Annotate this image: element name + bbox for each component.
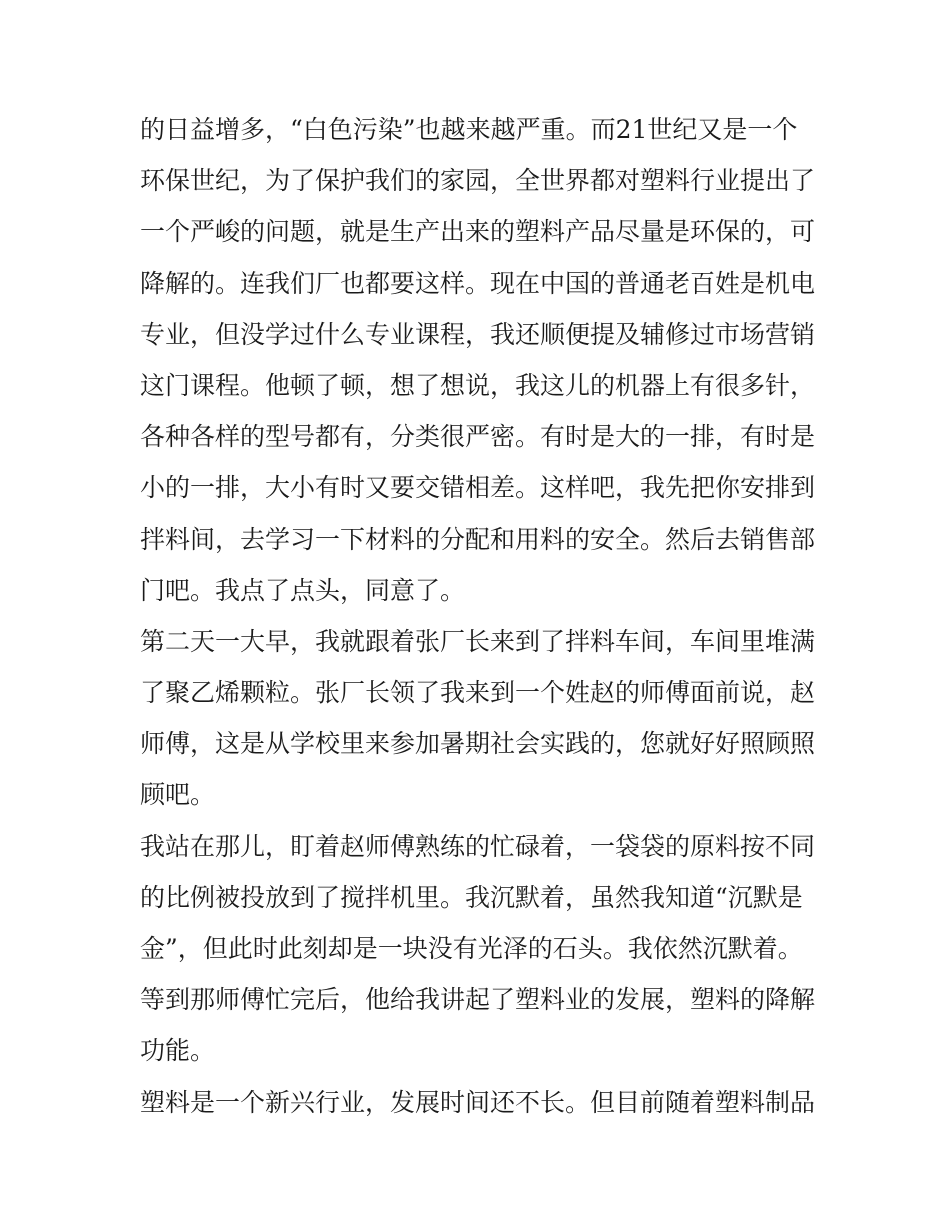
- paragraph: [140, 616, 815, 821]
- text-line: 塑料是一个新兴行业，发展时间还不长。但目前随着塑料制品: [140, 1087, 816, 1117]
- text-line: 第二天一大早，我就跟着张厂长来到了拌料车间，车间里堆满: [140, 626, 816, 656]
- paragraph: [140, 1077, 815, 1128]
- text-line: 金”，但此时此刻却是一块没有光泽的石头。我依然沉默着。: [140, 934, 803, 963]
- text-line: 这门课程。他顿了顿，想了想说，我这儿的机器上有很多针，: [140, 370, 816, 400]
- text-line: 的比例被投放到了搅拌机里。我沉默着，虽然我知道“沉默是: [140, 882, 803, 912]
- text-line: 顾吧。: [140, 780, 216, 810]
- text-line: 专业，但没学过什么专业课程，我还顺便提及辅修过市场营销: [140, 319, 816, 349]
- paragraph: [140, 821, 815, 1077]
- text-line: 小的一排，大小有时又要交错相差。这样吧，我先把你安排到: [140, 473, 816, 503]
- text-line: 拌料间，去学习一下材料的分配和用料的安全。然后去销售部: [140, 524, 816, 554]
- text-line: 我站在那儿，盯着赵师傅熟练的忙碌着，一袋袋的原料按不同: [140, 831, 816, 861]
- text-line: 等到那师傅忙完后，他给我讲起了塑料业的发展，塑料的降解: [140, 985, 816, 1015]
- text-line: 降解的。连我们厂也都要这样。现在中国的普通老百姓是机电: [140, 268, 816, 298]
- document-body: [140, 104, 815, 1128]
- text-line: 门吧。我点了点头，同意了。: [140, 575, 466, 605]
- text-line: 一个严峻的问题，就是生产出来的塑料产品尽量是环保的，可: [140, 217, 816, 247]
- text-line: 功能。: [140, 1036, 216, 1066]
- text-line: 环保世纪，为了保护我们的家园，全世界都对塑料行业提出了: [140, 166, 816, 196]
- text-line: 各种各样的型号都有，分类很严密。有时是大的一排，有时是: [140, 422, 816, 452]
- paragraph: [140, 104, 815, 616]
- text-line: 了聚乙烯颗粒。张厂长领了我来到一个姓赵的师傅面前说，赵: [140, 678, 816, 708]
- text-line: 的日益增多，“白色污染”也越来越严重。而21世纪又是一个: [140, 115, 798, 144]
- text-line: 师傅，这是从学校里来参加暑期社会实践的，您就好好照顾照: [140, 729, 816, 759]
